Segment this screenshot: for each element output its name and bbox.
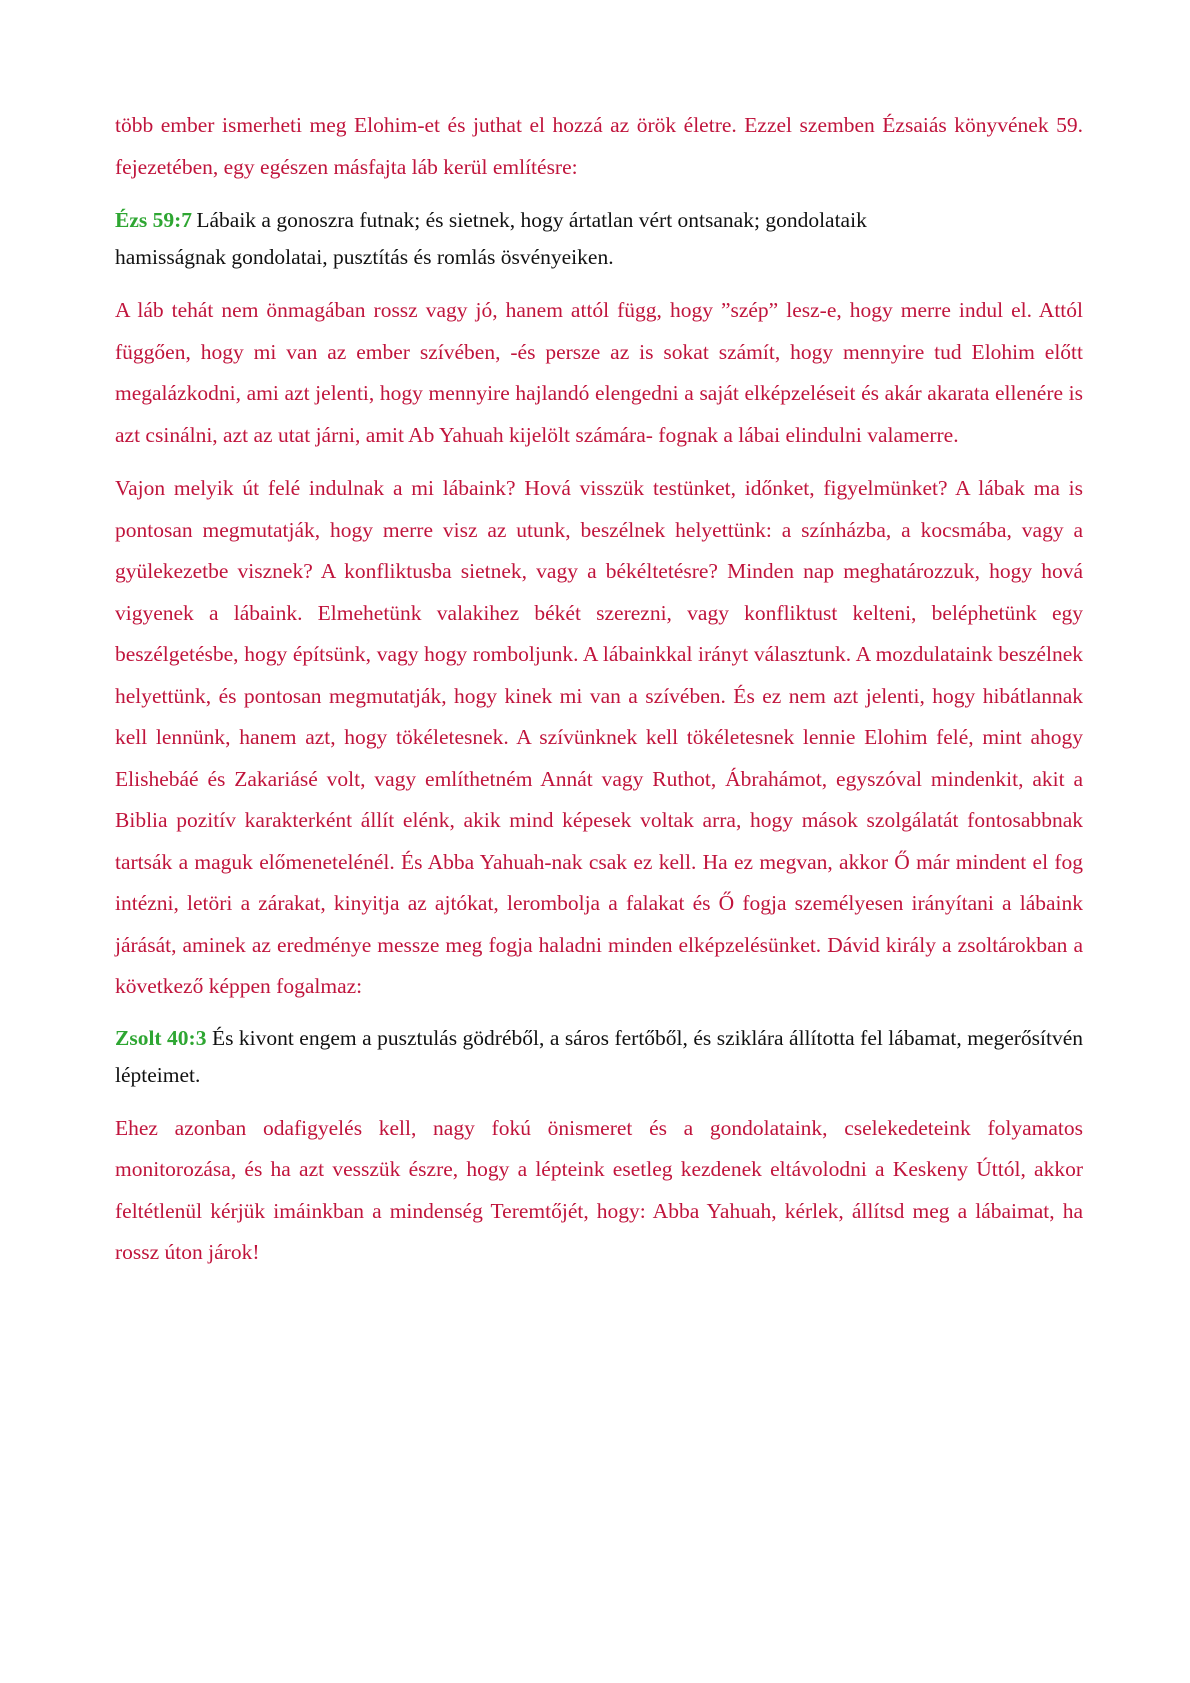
- verse-reference: Zsolt 40:3: [115, 1025, 207, 1050]
- paragraph-closing: Ehez azonban odafigyelés kell, nagy fokú önismeret és a gondolataink, cselekedeteink folyamatos monitorozása, és ha azt vesszük észre, hogy a lépteink esetleg kezdenek eltávolodni a Keskeny Úttól, akkor feltétlenül kérjük imáinkban a mindenség Teremtőjét, hogy: Abba Yahuah, kérlek, állítsd meg a lábaimat, ha rossz úton járok!: [115, 1115, 1083, 1264]
- verse-text: És kivont engem a pusztulás gödréből, a sáros fertőből, és sziklára állította fel lábamat, megerősítvén lépteimet.: [115, 1025, 1084, 1087]
- verse-text: Lábaik a gonoszra futnak; és sietnek, hogy ártatlan vért ontsanak; gondolataik hamisságnak gondolatai, pusztítás és romlás ösvényeiken.: [115, 208, 867, 269]
- verse-reference: Ézs 59:7: [115, 208, 193, 232]
- document-page: [115, 105, 1083, 1290]
- paragraph-foot-meaning: A láb tehát nem önmagában rossz vagy jó, hanem attól függ, hogy ”szép” lesz-e, hogy merre indul el. Attól függően, hogy mi van az ember szívében, -és persze az is sokat számít, hogy mennyire tud Elohim előtt megalázkodni, ami azt jelenti, hogy mennyire hajlandó elengedni a saját elképzeléseit és akár akarata ellenére is azt csinálni, azt az utat járni, amit Ab Yahuah kijelölt számára- fognak a lábai elindulni valamerre.: [115, 298, 1083, 447]
- paragraph-intro: több ember ismerheti meg Elohim-et és juthat el hozzá az örök életre. Ezzel szemben Ézsaiás könyvének 59. fejezetében, egy egészen másfajta láb kerül említésre:: [115, 113, 1083, 179]
- paragraph-where-feet-go: Vajon melyik út felé indulnak a mi lábaink? Hová visszük testünket, időnket, figyelmünket? A lábak ma is pontosan megmutatják, hogy merre visz az utunk, beszélnek helyettünk: a színházba, a kocsmába, vagy a gyülekezetbe visznek? A konfliktusba sietnek, vagy a békéltetésre? Minden nap meghatározzuk, hogy hová vigyenek a lábaink. Elmehetünk valakihez békét szerezni, vagy konfliktust kelteni, beléphetünk egy beszélgetésbe, hogy építsünk, vagy hogy romboljunk. A lábainkkal irányt választunk. A mozdulataink beszélnek helyettünk, és pontosan megmutatják, hogy kinek mi van a szívében. És ez nem azt jelenti, hogy hibátlannak kell lennünk, hanem azt, hogy tökéletesnek. A szívünknek kell tökéletesnek lennie Elohim felé, mint ahogy Elishebáé és Zakariásé volt, vagy említhetném Annát vagy Ruthot, Ábrahámot, egyszóval mindenkit, akit a Biblia pozitív karakterként állít elénk, akik mind képesek voltak arra, hogy mások szolgálatát fontosabbnak tartsák a maguk előmenetelénél. És Abba Yahuah-nak csak ez kell. Ha ez megvan, akkor Ő már mindent el fog intézni, letöri a zárakat, kinyitja az ajtókat, lerombolja a falakat és Ő fogja személyesen irányítani a lábaink járását, aminek az eredménye messze meg fogja haladni minden elképzelésünket. Dávid király a zsoltárokban a következő képpen fogalmaz:: [115, 476, 1083, 998]
- verse-isaiah: [115, 202, 915, 276]
- verse-psalm: [115, 1020, 1083, 1094]
